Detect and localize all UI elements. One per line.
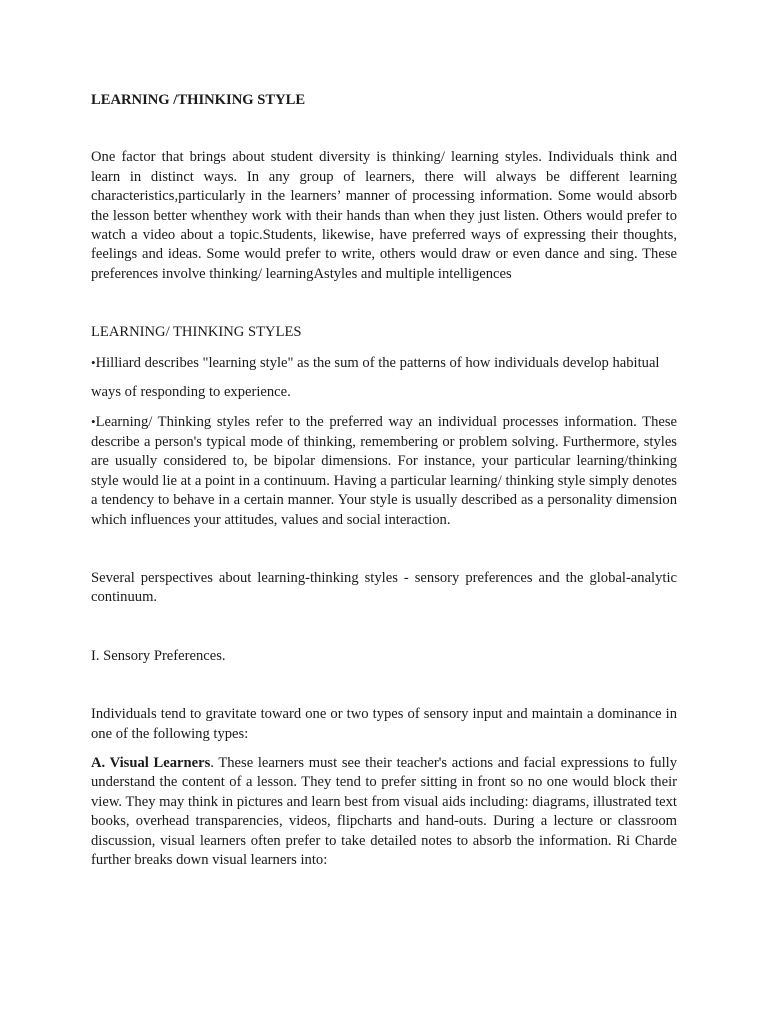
visual-learners-text: . These learners must see their teacher's actions and facial expressions to fully understand the content of a lesson. They tend to prefer sitting in front so no one would block their view. They may think in pictures and learn best from visual aids including: diagrams, illustrated text books, overhead transparencies, videos, flipcharts and hand-outs. During a lecture or classroom discussion, visual learners often prefer to take detailed notes to absorb the information. Ri Charde further breaks down visual learners into: [91, 754, 678, 868]
document-page [91, 91, 677, 870]
bullet-hilliard-text: Hilliard describes "learning style" as the sum of the patterns of how individuals develop habitual [95, 354, 660, 371]
bullet-hilliard-continuation: ways of responding to experience. [91, 384, 291, 401]
perspectives-paragraph: Several perspectives about learning-thinking styles - sensory preferences and the global-analytic continuum. [91, 569, 677, 606]
sensory-intro-paragraph: Individuals tend to gravitate toward one or two types of sensory input and maintain a dominance in one of the following types: [91, 706, 677, 742]
bullet-hilliard [91, 353, 677, 373]
visual-learners-label: A. Visual Learners [91, 754, 211, 771]
intro-paragraph: One factor that brings about student diversity is thinking/ learning styles. Individuals think and learn in distinct ways. In any group of learners, there will always be different learning characteristics,particularly in the learners’ manner of processing information. Some would absorb the lesson better whenthey work with their hands than when they just listen. Others would prefer to watch a video about a topic.Students, likewise, have preferred ways of expressing their thoughts, feelings and ideas. Some would prefer to write, others would draw or even dance and sing. These preferences involve thinking/ learningAstyles and multiple intelligences [91, 149, 677, 282]
document-title: LEARNING /THINKING STYLE [91, 92, 306, 108]
section-heading: LEARNING/ THINKING STYLES [91, 324, 302, 341]
sensory-heading: I. Sensory Preferences. [91, 647, 226, 664]
visual-learners-paragraph [91, 754, 677, 870]
bullet-learning-styles-text: Learning/ Thinking styles refer to the preferred way an individual processes information. These describe a person's typical mode of thinking, remembering or problem solving. Furthermore, styles are usually considered to, be bipolar dimensions. For instance, your particular learning/thinking style would lie at a point in a continuum. Having a particular learning/ thinking style simply denotes a tendency to behave in a certain manner. Your style is usually described as a personality dimension which influences your attitudes, values and social interaction. [91, 414, 677, 528]
bullet-learning-styles [91, 412, 677, 529]
